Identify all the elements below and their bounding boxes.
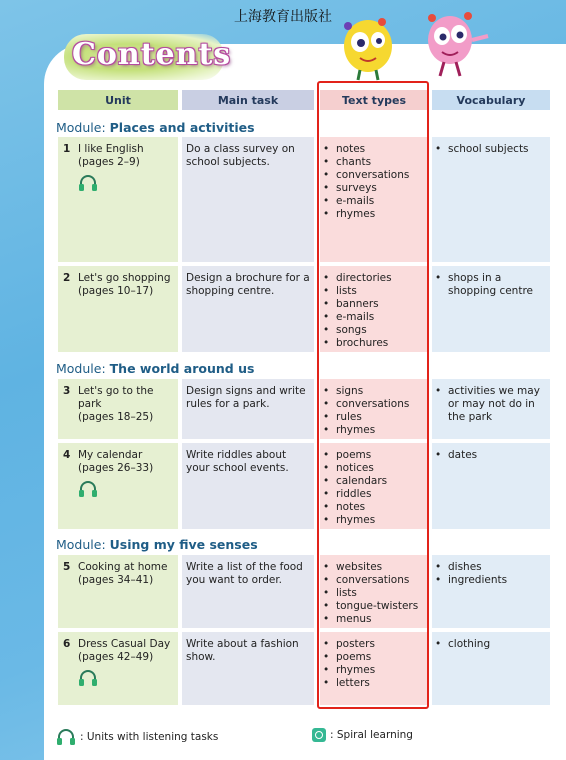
text-type-item: • poems	[320, 651, 428, 664]
vocabulary-cell	[432, 379, 550, 439]
text-type-item: • rhymes	[320, 514, 428, 527]
header-unit: Unit	[58, 90, 178, 110]
main-task-text: Write about a fashion show.	[186, 638, 299, 663]
unit-title: I like English (pages 2–9)	[78, 143, 144, 168]
text-type-item: • chants	[320, 156, 428, 169]
main-task-cell	[182, 443, 314, 529]
main-task-cell	[182, 379, 314, 439]
spiral-learning-icon	[312, 728, 326, 742]
unit-title: Let's go shopping (pages 10–17)	[78, 272, 171, 297]
text-type-item: • lists	[320, 587, 428, 600]
unit-title: Let's go to the park (pages 18–25)	[78, 385, 154, 423]
header-text-types: Text types	[320, 90, 428, 110]
unit-number: 3	[63, 385, 71, 397]
vocabulary-item: • dates	[432, 449, 550, 462]
main-task-cell	[182, 266, 314, 352]
vocabulary-item: • activities we may or may not do in the park	[432, 385, 550, 424]
vocabulary-list	[432, 632, 550, 651]
main-task-text: Design a brochure for a shopping centre.	[186, 272, 310, 297]
publisher-name: 上海教育出版社	[234, 9, 332, 25]
unit-number: 4	[63, 449, 71, 461]
main-task-text: Do a class survey on school subjects.	[186, 143, 295, 168]
text-type-item: • rhymes	[320, 664, 428, 677]
unit-cell	[58, 379, 178, 439]
header-vocabulary: Vocabulary	[432, 90, 550, 110]
headphones-icon	[78, 669, 98, 687]
text-type-item: • e-mails	[320, 311, 428, 324]
main-task-cell	[182, 555, 314, 628]
text-type-item: • posters	[320, 638, 428, 651]
vocabulary-list	[432, 379, 550, 424]
unit-cell	[58, 137, 178, 262]
vocabulary-item: • dishes	[432, 561, 550, 574]
text-type-item: • rhymes	[320, 208, 428, 221]
text-type-item: • rhymes	[320, 424, 428, 437]
text-type-item: • poems	[320, 449, 428, 462]
vocabulary-list	[432, 137, 550, 156]
vocabulary-list	[432, 443, 550, 462]
main-task-text: Write a list of the food you want to order.	[186, 561, 303, 586]
vocabulary-cell	[432, 266, 550, 352]
unit-number: 6	[63, 638, 71, 650]
main-task-cell	[182, 137, 314, 262]
vocabulary-cell	[432, 137, 550, 262]
text-type-item: • menus	[320, 613, 428, 626]
main-task-text: Write riddles about your school events.	[186, 449, 289, 474]
header-main-task: Main task	[182, 90, 314, 110]
vocabulary-item: • school subjects	[432, 143, 550, 156]
unit-cell	[58, 555, 178, 628]
text-type-item: • rules	[320, 411, 428, 424]
legend-spiral-label: : Spiral learning	[330, 729, 413, 741]
contents-title: Contents	[72, 37, 232, 72]
module-heading: Module: Places and activities	[56, 120, 255, 135]
legend-spiral	[312, 728, 413, 742]
main-task-text: Design signs and write rules for a park.	[186, 385, 306, 410]
unit-number: 5	[63, 561, 71, 573]
text-type-item: • notes	[320, 143, 428, 156]
vocabulary-list	[432, 555, 550, 587]
main-task-cell	[182, 632, 314, 705]
unit-cell	[58, 632, 178, 705]
headphones-icon	[78, 480, 98, 498]
text-type-item: • lists	[320, 285, 428, 298]
contents-title-banner	[64, 34, 232, 80]
text-type-item: • notes	[320, 501, 428, 514]
text-type-item: • notices	[320, 462, 428, 475]
unit-title: Dress Casual Day (pages 42–49)	[78, 638, 171, 663]
text-type-item: • signs	[320, 385, 428, 398]
text-type-item: • conversations	[320, 169, 428, 182]
pink-monster-icon	[428, 12, 488, 76]
text-type-item: • tongue-twisters	[320, 600, 428, 613]
module-heading: Module: The world around us	[56, 361, 255, 376]
yellow-monster-icon	[344, 18, 392, 80]
headphones-icon	[56, 728, 76, 746]
unit-number: 1	[63, 143, 71, 155]
text-type-item: • directories	[320, 272, 428, 285]
vocabulary-item: • ingredients	[432, 574, 550, 587]
unit-cell	[58, 443, 178, 529]
text-type-item: • songs	[320, 324, 428, 337]
module-heading: Module: Using my five senses	[56, 537, 258, 552]
text-type-item: • letters	[320, 677, 428, 690]
text-type-item: • calendars	[320, 475, 428, 488]
vocabulary-item: • clothing	[432, 638, 550, 651]
text-type-item: • brochures	[320, 337, 428, 350]
vocabulary-list	[432, 266, 550, 298]
text-type-item: • conversations	[320, 574, 428, 587]
unit-title: Cooking at home (pages 34–41)	[78, 561, 168, 586]
vocabulary-cell	[432, 555, 550, 628]
unit-cell	[58, 266, 178, 352]
headphones-icon	[78, 174, 98, 192]
monster-mascots-illustration	[320, 6, 500, 84]
legend-listening	[56, 728, 218, 746]
vocabulary-cell	[432, 632, 550, 705]
text-type-item: • conversations	[320, 398, 428, 411]
unit-number: 2	[63, 272, 71, 284]
text-type-item: • banners	[320, 298, 428, 311]
vocabulary-cell	[432, 443, 550, 529]
text-type-item: • riddles	[320, 488, 428, 501]
legend-listening-label: : Units with listening tasks	[80, 731, 219, 743]
text-types-highlight-box	[317, 81, 429, 709]
unit-title: My calendar (pages 26–33)	[78, 449, 154, 474]
vocabulary-item: • shops in a shopping centre	[432, 272, 550, 298]
text-type-item: • websites	[320, 561, 428, 574]
text-type-item: • surveys	[320, 182, 428, 195]
text-type-item: • e-mails	[320, 195, 428, 208]
